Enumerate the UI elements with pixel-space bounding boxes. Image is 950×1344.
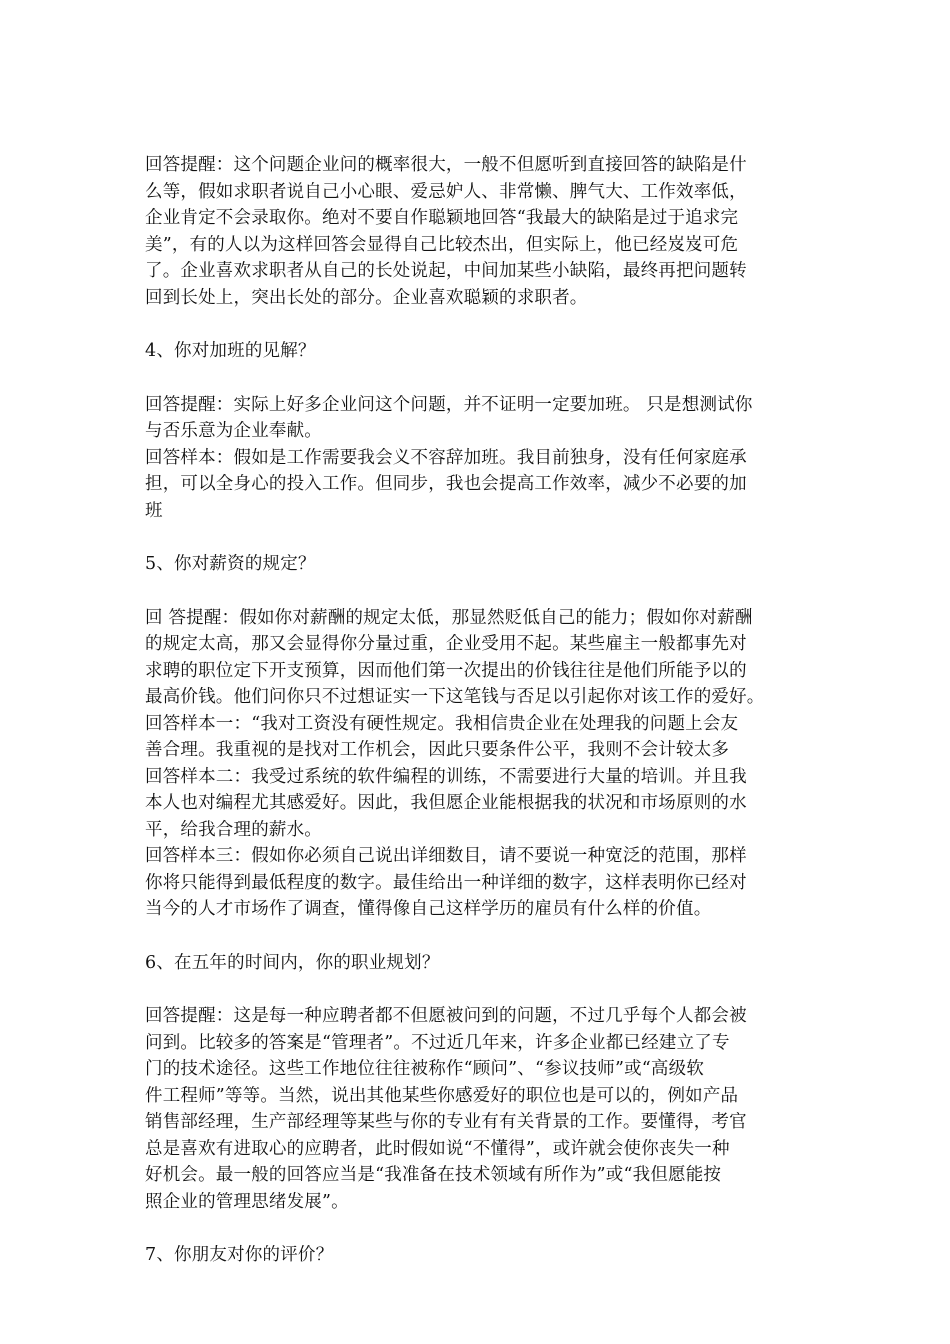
text-line: 件工程师”等等。当然，说出其他某些你感爱好的职位也是可以的，例如产品 xyxy=(145,1085,739,1106)
text-line: 门的技术途径。这些工作地位往往被称作“顾问”、“参议技师”或“高级软 xyxy=(145,1059,705,1079)
question-heading: 7、你朋友对你的评价？ xyxy=(145,1245,334,1265)
text-line: 平，给我合理的薪水。 xyxy=(145,819,322,840)
text-line: 回答提醒：这是每一种应聘者都不但愿被问到的问题，不过几乎每个人都会被 xyxy=(145,1006,747,1026)
paragraph-spacer xyxy=(145,311,820,338)
paragraph-spacer xyxy=(145,923,820,950)
text-line: 好机会。最一般的回答应当是“我准备在技术领域有所作为”或“我但愿能按 xyxy=(145,1165,722,1185)
text-line: 求聘的职位定下开支预算，因而他们第一次提出的价钱往往是他们所能予以的 xyxy=(145,660,747,681)
text-line: 回答提醒：这个问题企业问的概率很大，一般不但愿听到直接回答的缺陷是什 xyxy=(145,155,747,175)
paragraph-spacer xyxy=(145,365,820,392)
text-line: 善合理。我重视的是找对工作机会，因此只要条件公平，我则不会计较太多 xyxy=(145,740,730,760)
paragraph-spacer xyxy=(145,524,820,551)
paragraph-spacer xyxy=(145,578,820,605)
text-line: 回答样本三：假如你必须自己说出详细数目，请不要说一种宽泛的范围，那样 xyxy=(145,846,747,866)
text-line: 回到长处上，突出长处的部分。企业喜欢聪颖的求职者。 xyxy=(145,287,588,308)
answer-tip-paragraph xyxy=(145,1003,820,1215)
text-line: 回答样本：假如是工作需要我会义不容辞加班。我目前独身，没有任何家庭承 xyxy=(145,447,747,468)
text-line: 总是喜欢有进取心的应聘者，此时假如说“不懂得”，或许就会使你丧失一种 xyxy=(145,1138,730,1159)
paragraph-spacer xyxy=(145,1215,820,1242)
text-line: 回答样本一：“我对工资没有硬性规定。我相信贵企业在处理我的问题上会友 xyxy=(145,713,739,734)
text-line: 了。企业喜欢求职者从自己的长处说起，中间加某些小缺陷，最终再把问题转 xyxy=(145,261,747,281)
text-line: 的规定太高，那又会显得你分量过重，企业受用不起。某些雇主一般都事先对 xyxy=(145,634,747,654)
text-line: 照企业的管理思绪发展”。 xyxy=(145,1191,349,1212)
question-heading: 4、你对加班的见解？ xyxy=(145,341,316,361)
text-line: 么等，假如求职者说自己小心眼、爱忌妒人、非常懒、脾气大、工作效率低， xyxy=(145,181,747,202)
answer-tip-paragraph xyxy=(145,152,820,311)
question-heading: 5、你对薪资的规定？ xyxy=(145,554,316,574)
text-line: 销售部经理，生产部经理等某些与你的专业有有关背景的工作。要懂得，考官 xyxy=(145,1112,747,1132)
text-line: 最高价钱。他们问你只不过想证实一下这笔钱与否足以引起你对该工作的爱好。 xyxy=(145,687,765,707)
text-line: 回答提醒：实际上好多企业问这个问题，并不证明一定要加班。 只是想测试你 xyxy=(145,394,753,415)
answer-tip-paragraph xyxy=(145,392,820,525)
text-line: 回答样本二：我受过系统的软件编程的训练，不需要进行大量的培训。并且我 xyxy=(145,766,747,787)
text-line: 本人也对编程尤其感爱好。因此，我但愿企业能根据我的状况和市场原则的水 xyxy=(145,793,747,813)
question-heading: 6、在五年的时间内，你的职业规划？ xyxy=(145,952,440,973)
text-line: 回 答提醒：假如你对薪酬的规定太低，那显然贬低自己的能力；假如你对薪酬 xyxy=(145,607,753,628)
text-line: 美”，有的人以为这样回答会显得自己比较杰出，但实际上，他已经岌岌可危 xyxy=(145,234,739,255)
text-line: 与否乐意为企业奉献。 xyxy=(145,421,322,441)
text-line: 问到。比较多的答案是“管理者”。不过近几年来，许多企业都已经建立了专 xyxy=(145,1032,730,1053)
paragraph-spacer xyxy=(145,976,820,1003)
text-line: 担，可以全身心的投入工作。但同步，我也会提高工作效率，减少不必要的加 xyxy=(145,474,747,494)
text-line: 你将只能得到最低程度的数字。最佳给出一种详细的数字，这样表明你已经对 xyxy=(145,872,747,893)
text-line: 班 xyxy=(145,500,163,521)
answer-tip-paragraph xyxy=(145,605,820,923)
text-line: 企业肯定不会录取你。绝对不要自作聪颖地回答“我最大的缺陷是过于追求完 xyxy=(145,208,739,228)
text-line: 当今的人才市场作了调查，懂得像自己这样学历的雇员有什么样的价值。 xyxy=(145,899,712,919)
